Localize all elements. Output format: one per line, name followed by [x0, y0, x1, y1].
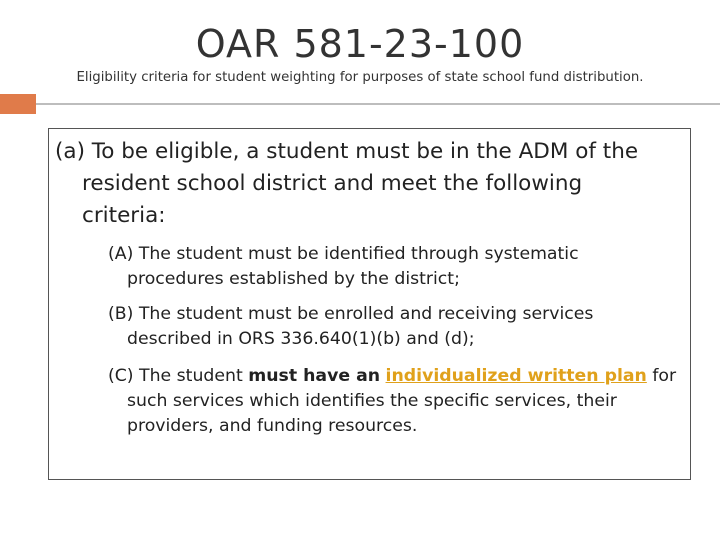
- individualized-written-plan-link[interactable]: individualized written plan: [385, 366, 647, 386]
- criterion-c-suffix: for: [646, 366, 677, 386]
- criterion-c-prefix: (C) The student: [108, 366, 249, 386]
- intro-line-1: (a) To be eligible, a student must be in the ADM of the: [55, 139, 639, 164]
- divider-accent-block: [0, 94, 36, 114]
- page-subtitle: Eligibility criteria for student weighting for purposes of state school fund distribution.: [76, 70, 644, 85]
- intro-line-2: resident school district and meet the following: [82, 171, 583, 196]
- criterion-a-line-2: procedures established by the district;: [127, 269, 460, 289]
- criterion-b-line-1: (B) The student must be enrolled and receiving services: [108, 304, 594, 324]
- criterion-c-line-3: providers, and funding resources.: [127, 416, 418, 436]
- divider-line: [36, 103, 720, 105]
- criterion-c-emphasis: must have an: [248, 366, 381, 386]
- header-divider: [0, 94, 720, 114]
- criterion-c: [108, 364, 698, 439]
- criterion-c-line-2: such services which identifies the specific services, their: [127, 391, 617, 411]
- intro-line-3: criteria:: [82, 203, 166, 228]
- criterion-b: [108, 302, 698, 352]
- criterion-a: [108, 242, 698, 292]
- criterion-a-line-1: (A) The student must be identified through systematic: [108, 244, 579, 264]
- criterion-b-line-2: described in ORS 336.640(1)(b) and (d);: [127, 329, 475, 349]
- page-title: [0, 22, 720, 66]
- criterion-c-line-1: [108, 366, 676, 386]
- page-title-text: OAR 581-23-100: [195, 22, 525, 66]
- eligibility-intro: [55, 136, 695, 232]
